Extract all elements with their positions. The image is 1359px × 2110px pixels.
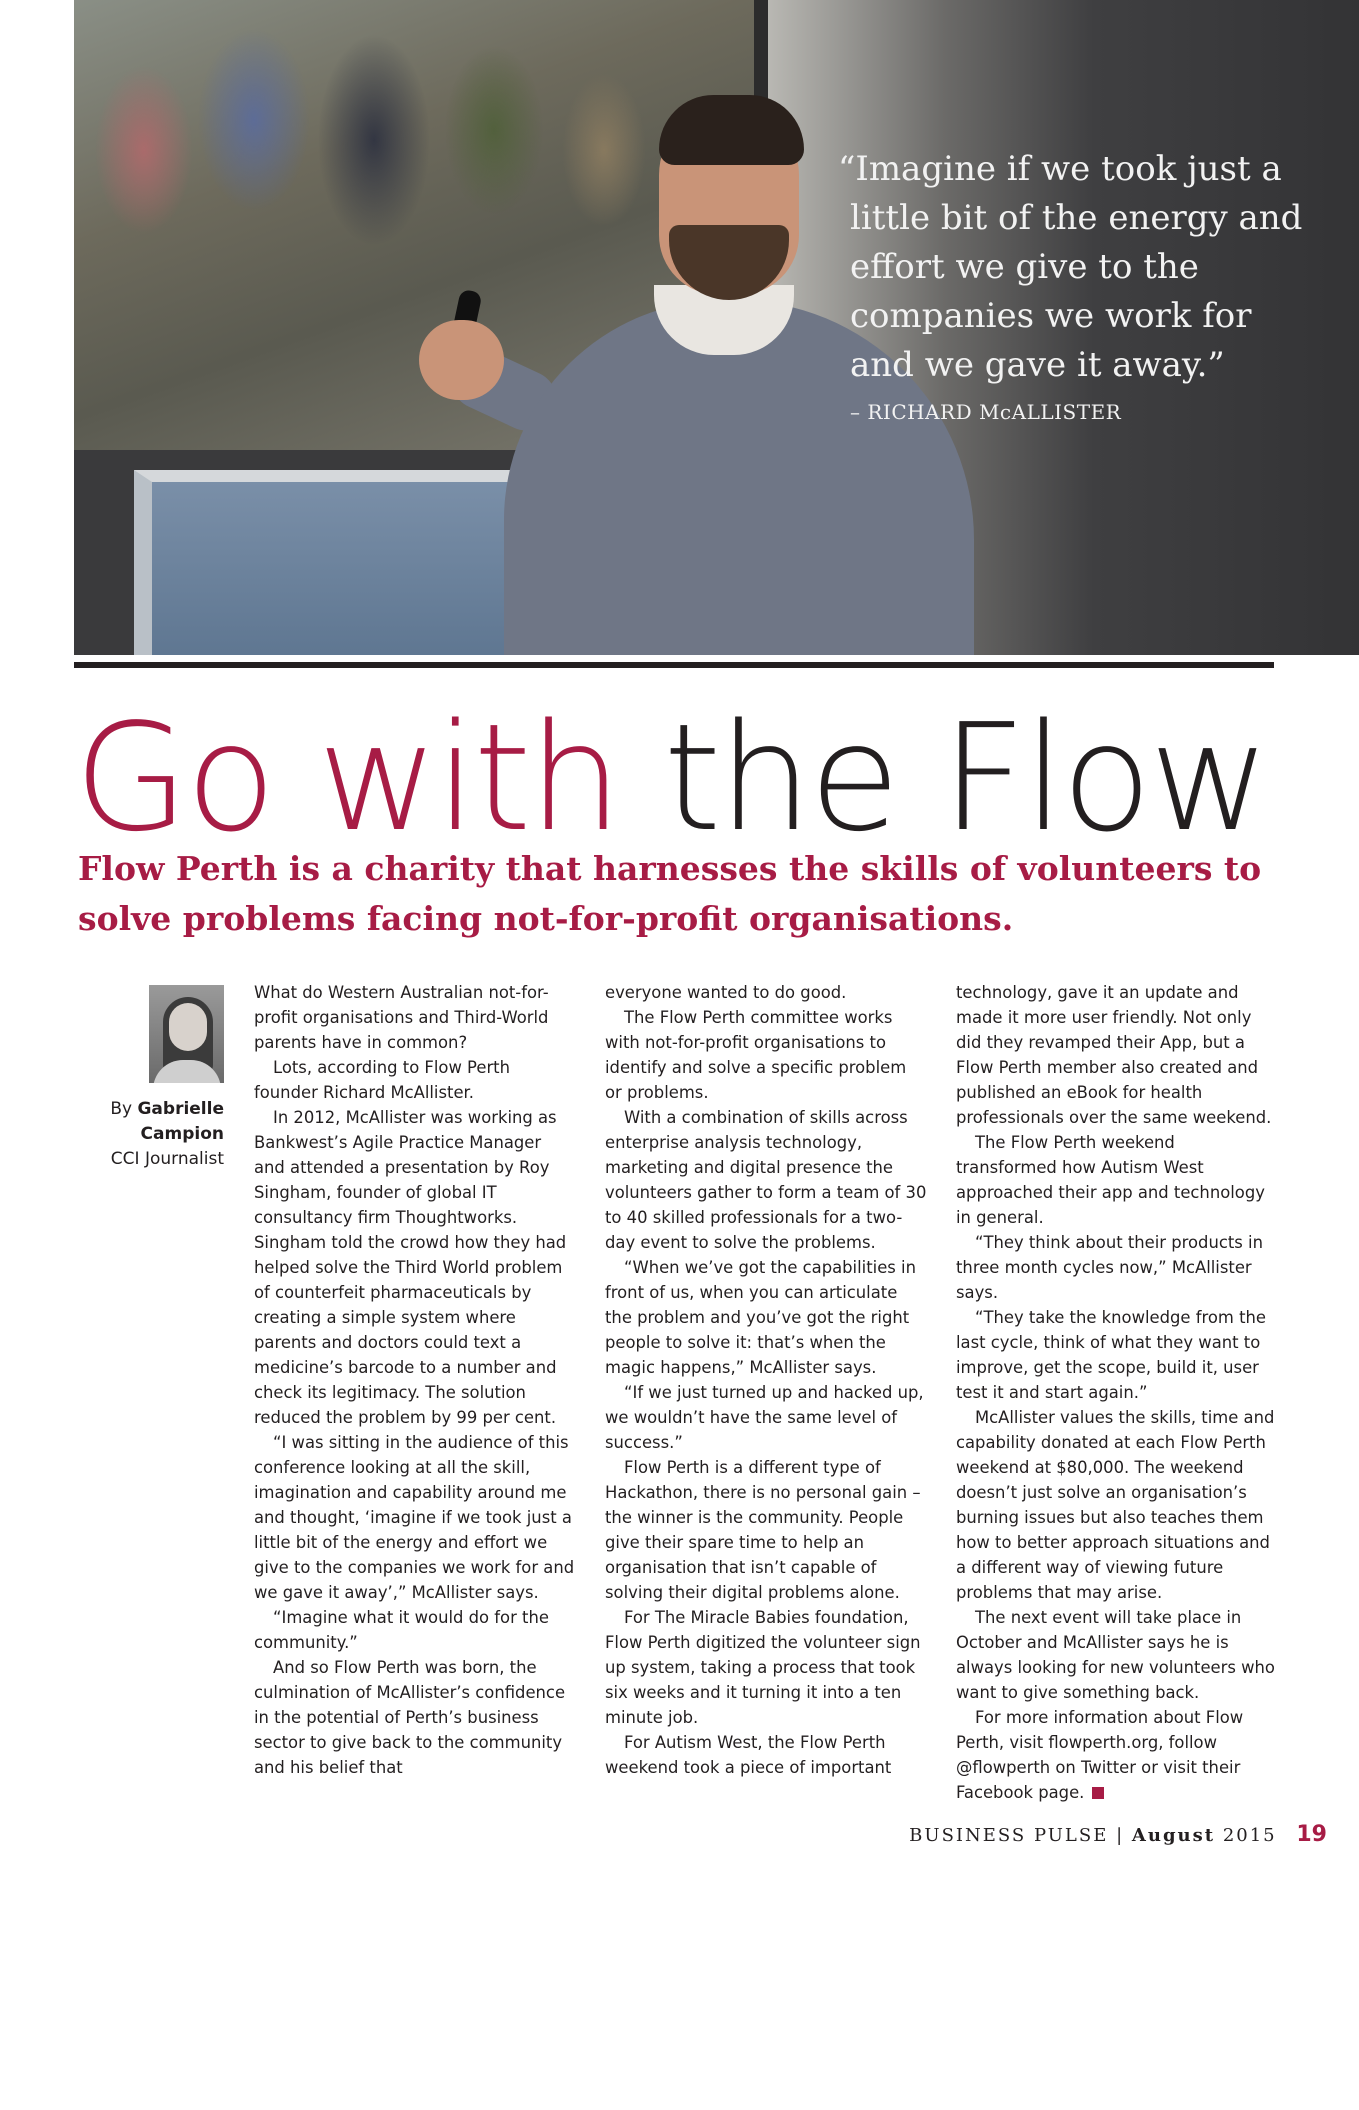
headline-main: the Flow [663, 692, 1268, 864]
paragraph: “I was sitting in the audience of this conference looking at all the skill, imagination and capability around me and thought, ‘imagine if we took just a little bit of the energy and effort we give to the companies we work for and we gave it away’,” McAllister says. [254, 1433, 575, 1602]
body-column-3 [956, 980, 1278, 1805]
pull-quote-text: “Imagine if we took just a little bit of the energy and effort we give to the companies we work for and we gave it away.” [838, 149, 1303, 385]
page-number: 19 [1296, 1822, 1327, 1847]
speaker-hand [419, 320, 504, 400]
standfirst: Flow Perth is a charity that harnesses the skills of volunteers to solve problems facing not-for-profit organisations. [78, 849, 1262, 938]
byline-prefix: By [110, 1099, 133, 1119]
paragraph: McAllister values the skills, time and capability donated at each Flow Perth weekend at $80,000. The weekend doesn’t just solve an organisation’s burning issues but also teaches them how to better approach situations and a different way of viewing future problems that may arise. [956, 1408, 1275, 1602]
paragraph: For Autism West, the Flow Perth weekend took a piece of important [605, 1733, 892, 1777]
paragraph: Lots, according to Flow Perth founder Richard McAllister. [254, 1058, 510, 1102]
byline-author: Gabrielle Campion [137, 1099, 224, 1144]
paragraph: And so Flow Perth was born, the culmination of McAllister’s confidence in the potential of Perth’s business sector to give back to the community and his belief that [254, 1658, 566, 1777]
headline-accent: Go with [74, 692, 620, 864]
paragraph: “They take the knowledge from the last cycle, think of what they want to improve, get the scope, build it, user test it and start again.” [956, 1308, 1266, 1402]
paragraph: For The Miracle Babies foundation, Flow Perth digitized the volunteer sign up system, taking a process that took six weeks and it turning it into a ten minute job. [605, 1608, 921, 1727]
byline [104, 985, 224, 1172]
footer-separator: | [1116, 1825, 1125, 1846]
end-mark-icon [1092, 1787, 1104, 1799]
paragraph: Flow Perth is a different type of Hackathon, there is no personal gain – the winner is the community. People give their spare time to help an organisation that isn’t capable of solving their digital problems alone. [605, 1458, 921, 1602]
paragraph: The next event will take place in October and McAllister says he is always looking for new volunteers who want to give something back. [956, 1608, 1275, 1702]
byline-name [104, 1097, 224, 1147]
pull-quote [838, 145, 1308, 424]
paragraph: technology, gave it an update and made it more user friendly. Not only did they revamped their App, but a Flow Perth member also created and published an eBook for health professionals over the same weekend. [956, 983, 1272, 1127]
page-footer [909, 1822, 1327, 1847]
paragraph: The Flow Perth committee works with not-for-profit organisations to identify and solve a specific problem or problems. [605, 1008, 907, 1102]
paragraph: “If we just turned up and hacked up, we wouldn’t have the same level of success.” [605, 1383, 924, 1452]
headline [74, 692, 1268, 864]
paragraph-final [956, 1705, 1278, 1805]
paragraph: What do Western Australian not-for-profit organisations and Third-World parents have in common? [254, 983, 549, 1052]
headline-rule [74, 662, 1274, 668]
author-photo [149, 985, 224, 1083]
issue-month: August [1131, 1825, 1216, 1846]
paragraph: “They think about their products in three month cycles now,” McAllister says. [956, 1233, 1263, 1302]
paragraph: In 2012, McAllister was working as Bankwest’s Agile Practice Manager and attended a presentation by Roy Singham, founder of global IT consultancy firm Thoughtworks. Singham told the crowd how they had helped solve the Third World problem of counterfeit pharmaceuticals by creating a simple system where parents and doctors could text a medicine’s barcode to a number and check its legitimacy. The solution reduced the problem by 99 per cent. [254, 1108, 567, 1427]
issue-year: 2015 [1222, 1825, 1277, 1846]
publication-name: BUSINESS PULSE [909, 1825, 1109, 1846]
body-column-2 [605, 980, 927, 1780]
paragraph: everyone wanted to do good. [605, 983, 847, 1002]
byline-role: CCI Journalist [110, 1149, 224, 1169]
body-column-1 [254, 980, 576, 1780]
paragraph: “When we’ve got the capabilities in front of us, when you can articulate the problem and you’ve got the right people to solve it: that’s when the magic happens,” McAllister says. [605, 1258, 916, 1377]
paragraph-final-text: For more information about Flow Perth, visit flowperth.org, follow @flowperth on Twitter or visit their Facebook page. [956, 1708, 1244, 1802]
pull-quote-attribution: – RICHARD McALLISTER [850, 400, 1122, 424]
paragraph: The Flow Perth weekend transformed how Autism West approached their app and technology in general. [956, 1133, 1265, 1227]
paragraph: With a combination of skills across enterprise analysis technology, marketing and digital presence the volunteers gather to form a team of 30 to 40 skilled professionals for a two-day event to solve the problems. [605, 1108, 927, 1252]
speaker-hair [659, 95, 804, 165]
paragraph: “Imagine what it would do for the community.” [254, 1608, 549, 1652]
